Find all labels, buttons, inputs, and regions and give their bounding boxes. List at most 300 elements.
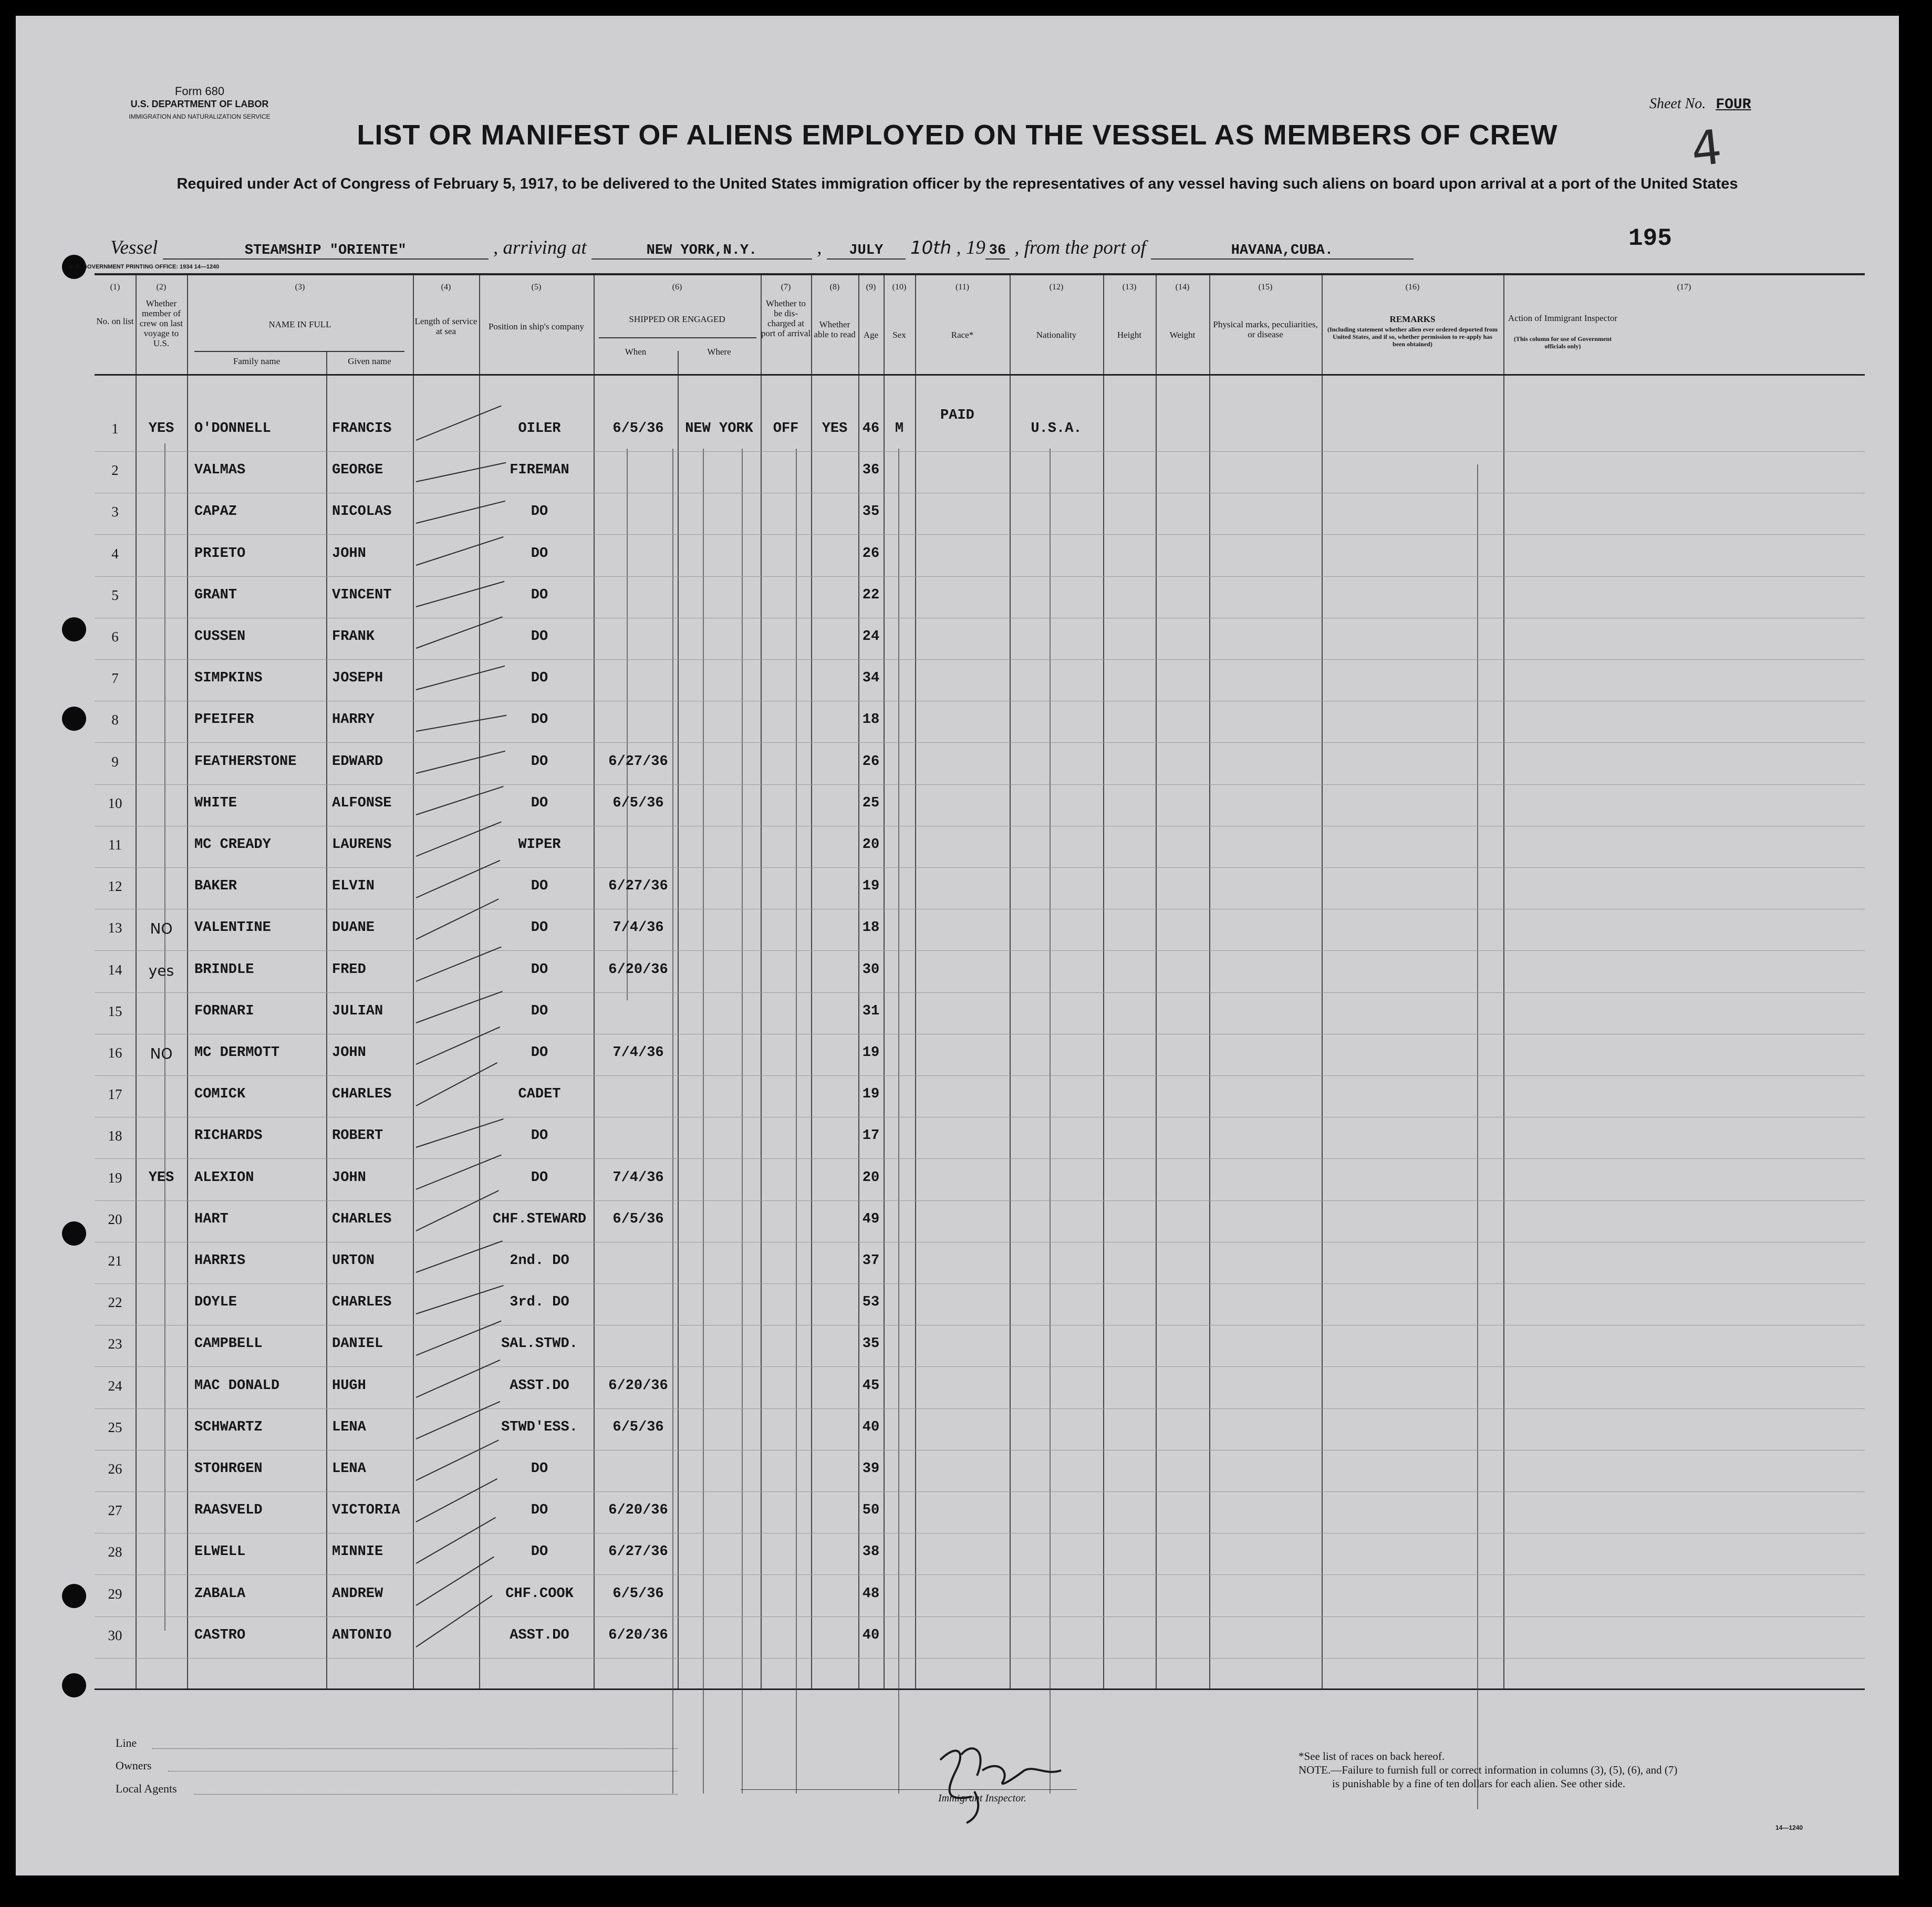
handwritten-sheet-number: 4 [1688,119,1725,178]
position: CHF.STEWARD [492,1211,587,1227]
column-number: (14) [1175,283,1190,292]
row-number: 23 [108,1336,122,1352]
family-name: MC CREADY [194,837,271,853]
row-number: 9 [111,753,119,770]
header-length-of-service: Length of service at sea [414,316,477,336]
age: 49 [862,1211,880,1227]
header-remarks: REMARKS [1389,314,1436,324]
age: 25 [862,795,880,811]
position: DO [531,1128,548,1144]
row-rule [95,742,1865,743]
family-name: VALENTINE [194,920,271,936]
column-number: (8) [829,283,840,292]
header-age: Age [863,330,879,340]
form-code: 14—1240 [1775,1824,1803,1831]
arrival-port: NEW YORK,N.Y. [591,243,812,260]
row-number: 28 [108,1544,122,1560]
from-label: , from the port of [1014,237,1146,258]
shipped-when: 6/27/36 [608,878,668,895]
row-rule [95,576,1865,577]
sex: M [895,421,904,437]
header-divider [194,351,404,352]
row-rule [95,1075,1865,1076]
header-weight: Weight [1169,330,1196,340]
form-header [110,85,289,123]
sheet-label: Sheet No. [1649,96,1706,112]
header-given-name: Given name [348,356,391,366]
header-divider [599,337,756,338]
row-number: 21 [108,1253,122,1269]
prev-voyage: NO [150,920,173,938]
row-number: 22 [108,1294,122,1311]
column-rule [678,351,679,1688]
year-prefix: , 19 [956,237,985,258]
family-name: COMICK [194,1086,246,1103]
header-no-on-list: No. on list [96,316,134,326]
family-name: PFEIFER [194,712,254,728]
ditto-mark [164,443,165,1631]
signature-rule [741,1789,1077,1790]
row-rule [95,992,1865,993]
column-number: (4) [441,283,451,292]
age: 48 [862,1585,880,1602]
family-name: HART [194,1211,228,1227]
row-number: 8 [111,712,119,728]
row-rule [95,1616,1865,1617]
shipped-when: 6/5/36 [612,1585,664,1602]
service-name: IMMIGRATION AND NATURALIZATION SERVICE [129,113,271,120]
family-name: SIMPKINS [194,670,263,687]
footnote-races: *See list of races on back hereof. [1299,1750,1445,1763]
row-rule [95,534,1865,535]
header-family-name: Family name [233,356,281,366]
position: DO [531,1169,548,1186]
given-name: JOHN [332,545,366,562]
footer-line-label: Line [116,1736,137,1749]
row-number: 14 [108,961,122,978]
age: 46 [862,421,880,437]
column-number: (17) [1677,283,1691,292]
shipped-when: 6/27/36 [608,1544,668,1560]
column-rule [136,275,137,1688]
column-rule [1503,275,1504,1688]
row-number: 12 [108,878,122,895]
given-name: FRANCIS [332,421,392,437]
given-name: FRED [332,961,366,978]
position: DO [531,712,548,728]
row-rule [95,1658,1865,1659]
column-number: (9) [866,283,876,292]
position: ASST.DO [510,1627,569,1643]
given-name: LAURENS [332,837,392,853]
column-rule [187,275,188,1688]
column-rule [1322,275,1323,1688]
header-sex: Sex [892,330,906,340]
row-number: 30 [108,1627,122,1643]
family-name: CUSSEN [194,629,246,645]
age: 18 [862,920,880,936]
vessel-label: Vessel [110,237,158,258]
column-number: (11) [955,283,970,292]
shipped-when: 6/20/36 [608,1502,668,1519]
given-name: VICTORIA [332,1502,400,1519]
position: DO [531,545,548,562]
column-number: (6) [672,283,682,292]
column-rule [811,275,812,1688]
given-name: FRANK [332,629,375,645]
row-number: 13 [108,920,122,936]
crew-table [95,273,1865,1690]
discharged: OFF [773,421,799,437]
prev-voyage: YES [148,421,174,437]
row-number: 17 [108,1086,122,1103]
position: FIREMAN [510,462,569,479]
family-name: RICHARDS [194,1128,263,1144]
age: 22 [862,587,880,603]
given-name: JULIAN [332,1003,383,1019]
row-rule [95,1408,1865,1409]
punch-hole [62,617,86,641]
position: DO [531,1461,548,1477]
row-rule [95,1158,1865,1159]
row-rule [95,451,1865,452]
row-number: 29 [108,1585,122,1602]
column-rule [326,351,327,1688]
age: 50 [862,1502,880,1519]
header-shipped: SHIPPED OR ENGAGED [629,314,725,324]
age: 36 [862,462,880,479]
shipped-when: 6/20/36 [608,1627,668,1643]
age: 19 [862,1086,880,1103]
column-number: (5) [531,283,542,292]
given-name: CHARLES [332,1211,392,1227]
family-name: VALMAS [194,462,246,479]
position: DO [531,1045,548,1061]
position: DO [531,670,548,687]
age: 18 [862,712,880,728]
sheet-number [1649,96,1751,113]
page-number: 195 [1628,225,1672,252]
age: 35 [862,1336,880,1352]
age: 24 [862,629,880,645]
position: ASST.DO [510,1377,569,1394]
page-subtitle: Required under Act of Congress of February 5, 1917, to be delivered to the United States immigration officer by the representatives of any vessel having such aliens on board upon arrival at a port of the United States [176,175,1738,192]
row-number: 6 [111,629,119,645]
shipped-when: 6/20/36 [608,1377,668,1394]
row-number: 26 [108,1461,122,1477]
family-name: SCHWARTZ [194,1419,263,1435]
column-rule [479,275,480,1688]
family-name: MC DERMOTT [194,1045,280,1061]
given-name: JOHN [332,1045,366,1061]
row-number: 20 [108,1211,122,1227]
position: DO [531,629,548,645]
arrival-month: JULY [827,243,906,260]
given-name: JOSEPH [332,670,383,687]
row-rule [95,867,1865,868]
given-name: ALFONSE [332,795,392,811]
shipped-when: 7/4/36 [612,1045,664,1061]
family-name: CAMPBELL [194,1336,263,1352]
column-rule [1209,275,1210,1688]
footer-rule [194,1794,678,1795]
header-height: Height [1117,330,1142,340]
shipped-when: 6/5/36 [612,1211,664,1227]
header-action-note: (This column for use of Government officials only) [1513,335,1612,350]
position: DO [531,753,548,770]
column-number: (15) [1258,283,1273,292]
family-name: RAASVELD [194,1502,263,1519]
column-rule [1103,275,1104,1688]
nationality: U.S.A. [1031,421,1082,437]
row-rule [95,950,1865,951]
arrival-year: 36 [985,243,1010,260]
age: 31 [862,1003,880,1019]
row-number: 7 [111,670,119,687]
family-name: BRINDLE [194,961,254,978]
shipped-when: 6/5/36 [612,1419,664,1435]
header-remarks-note: (Including statement whether alien ever ordered deported from United States, and if so, whether permission to re-apply has been obtained) [1327,326,1498,348]
given-name: CHARLES [332,1294,392,1311]
position: CADET [518,1086,561,1103]
age: 26 [862,545,880,562]
row-rule [95,1574,1865,1575]
age: 17 [862,1128,880,1144]
family-name: FORNARI [194,1003,254,1019]
family-name: BAKER [194,878,237,895]
given-name: VINCENT [332,587,392,603]
ditto-mark [703,449,704,1794]
position: STWD'ESS. [501,1419,578,1435]
punch-hole [62,1584,86,1608]
shipped-when: 6/5/36 [612,795,664,811]
inspector-signature [925,1739,1082,1828]
column-rule [915,275,916,1688]
given-name: ANTONIO [332,1627,392,1643]
row-number: 24 [108,1377,122,1394]
column-rule [761,275,762,1688]
family-name: MAC DONALD [194,1377,280,1394]
age: 38 [862,1544,880,1560]
family-name: STOHRGEN [194,1461,263,1477]
age: 40 [862,1627,880,1643]
position: DO [531,961,548,978]
departure-port: HAVANA,CUBA. [1151,243,1414,260]
row-number: 2 [111,462,119,479]
family-name: ALEXION [194,1169,254,1186]
family-name: FEATHERSTONE [194,753,297,770]
position: WIPER [518,837,561,853]
family-name: GRANT [194,587,237,603]
row-rule [95,784,1865,785]
column-number: (2) [156,283,167,292]
position: 3rd. DO [510,1294,569,1311]
given-name: ROBERT [332,1128,383,1144]
ditto-mark [627,449,628,1000]
service-check-mark [416,1556,494,1605]
row-number: 4 [111,545,119,562]
row-number: 27 [108,1502,122,1519]
shipped-when: 6/20/36 [608,961,668,978]
row-rule [95,659,1865,660]
position: DO [531,878,548,895]
printing-office: U. S. GOVERNMENT PRINTING OFFICE: 1934 14—1240 [68,264,220,270]
arrival-day: 10th [910,237,952,258]
position: 2nd. DO [510,1253,569,1269]
header-read: Whether able to read [814,319,856,339]
ditto-mark [796,449,797,1794]
footer-rule [152,1748,678,1749]
header-where: Where [707,347,731,357]
given-name: MINNIE [332,1544,383,1560]
column-rule [1156,275,1157,1688]
age: 34 [862,670,880,687]
given-name: CHARLES [332,1086,392,1103]
given-name: DUANE [332,920,375,936]
service-check-mark [416,1595,492,1647]
shipped-when: 6/5/36 [612,421,664,437]
able-to-read: YES [822,421,848,437]
family-name: HARRIS [194,1253,246,1269]
position: DO [531,1003,548,1019]
header-physical-marks: Physical marks, peculiarities, or disease [1213,319,1318,339]
sheet-value: FOUR [1716,97,1751,113]
header-race: Race* [951,330,974,340]
age: 19 [862,1045,880,1061]
given-name: HARRY [332,712,375,728]
department-name: U.S. DEPARTMENT OF LABOR [130,99,269,109]
header-when: When [625,347,647,357]
family-name: ELWELL [194,1544,246,1560]
given-name: JOHN [332,1169,366,1186]
position: DO [531,1544,548,1560]
family-name: PRIETO [194,545,246,562]
position: OILER [518,421,561,437]
age: 19 [862,878,880,895]
header-nationality: Nationality [1036,330,1077,340]
punch-hole [62,707,86,731]
row-number: 1 [111,421,119,437]
row-number: 11 [108,837,122,853]
column-rule [1010,275,1011,1688]
position: SAL.STWD. [501,1336,578,1352]
row-rule [95,1491,1865,1492]
row-number: 25 [108,1419,122,1435]
position: DO [531,920,548,936]
given-name: NICOLAS [332,504,392,520]
ditto-mark [898,449,899,1794]
ditto-mark [1477,464,1478,1809]
given-name: LENA [332,1461,366,1477]
row-number: 3 [111,504,119,520]
header-discharged: Whether to be dis- charged at port of arrival [761,298,811,338]
position: DO [531,504,548,520]
form-number: Form 680 [174,85,225,98]
manifest-document [16,16,1899,1875]
given-name: ELVIN [332,878,375,895]
shipped-when: 7/4/36 [612,920,664,936]
prev-voyage: NO [150,1045,173,1062]
column-number: (7) [781,283,791,292]
arriving-label: , arriving at [493,237,587,258]
ditto-mark [742,449,743,1794]
punch-hole [62,1221,86,1246]
family-name: CASTRO [194,1627,246,1643]
page-title: LIST OR MANIFEST OF ALIENS EMPLOYED ON THE VESSEL AS MEMBERS OF CREW [357,119,1558,151]
row-rule [95,1366,1865,1367]
footnote-penalty: NOTE.—Failure to furnish full or correct information in columns (3), (5), (6), and (7) [1299,1764,1678,1776]
age: 20 [862,837,880,853]
shipped-where: NEW YORK [685,421,753,437]
row-number: 19 [108,1169,122,1186]
family-name: ZABALA [194,1585,246,1602]
punch-hole [62,1673,86,1697]
paid-stamp: PAID [940,408,974,423]
ditto-mark [1050,449,1051,1794]
age: 39 [862,1461,880,1477]
column-number: (13) [1122,283,1137,292]
row-number: 5 [111,587,119,603]
inspector-label: Immigrant Inspector. [938,1792,1026,1804]
age: 35 [862,504,880,520]
family-name: O'DONNELL [194,421,271,437]
family-name: WHITE [194,795,237,811]
row-rule [95,1283,1865,1284]
column-number: (1) [110,283,120,292]
age: 20 [862,1169,880,1186]
column-number: (16) [1405,283,1420,292]
given-name: DANIEL [332,1336,383,1352]
given-name: ANDREW [332,1585,383,1602]
age: 53 [862,1294,880,1311]
prev-voyage: yes [148,961,174,979]
footer-owners-label: Owners [116,1759,152,1772]
vessel-name: STEAMSHIP "ORIENTE" [163,243,489,260]
row-rule [95,1200,1865,1201]
given-name: HUGH [332,1377,366,1394]
row-number: 18 [108,1128,122,1144]
row-number: 15 [108,1003,122,1019]
header-name-in-full: NAME IN FULL [268,319,331,329]
row-number: 16 [108,1045,122,1061]
given-name: LENA [332,1419,366,1435]
column-number: (10) [892,283,907,292]
vessel-line: Vessel STEAMSHIP "ORIENTE" , arriving at NEW YORK,N.Y. , JULY 10th , 19 36 , from the port of HAVANA,CUBA. [110,236,1791,260]
age: 45 [862,1377,880,1394]
shipped-when: 7/4/36 [612,1169,664,1186]
age: 37 [862,1253,880,1269]
position: DO [531,795,548,811]
header-prev-voyage: Whether member of crew on last voyage to U.S. [139,298,183,348]
header-rule [95,374,1865,376]
row-number: 10 [108,795,122,811]
position: CHF.COOK [505,1585,574,1602]
given-name: EDWARD [332,753,383,770]
age: 26 [862,753,880,770]
column-number: (12) [1049,283,1064,292]
footer-agents-label: Local Agents [116,1782,177,1795]
family-name: CAPAZ [194,504,237,520]
age: 40 [862,1419,880,1435]
given-name: GEORGE [332,462,383,479]
column-number: (3) [295,283,305,292]
age: 30 [862,961,880,978]
shipped-when: 6/27/36 [608,753,668,770]
column-rule [884,275,885,1688]
footnote-penalty-cont: is punishable by a fine of ten dollars for each alien. See other side. [1332,1777,1626,1790]
family-name: DOYLE [194,1294,237,1311]
position: DO [531,1502,548,1519]
